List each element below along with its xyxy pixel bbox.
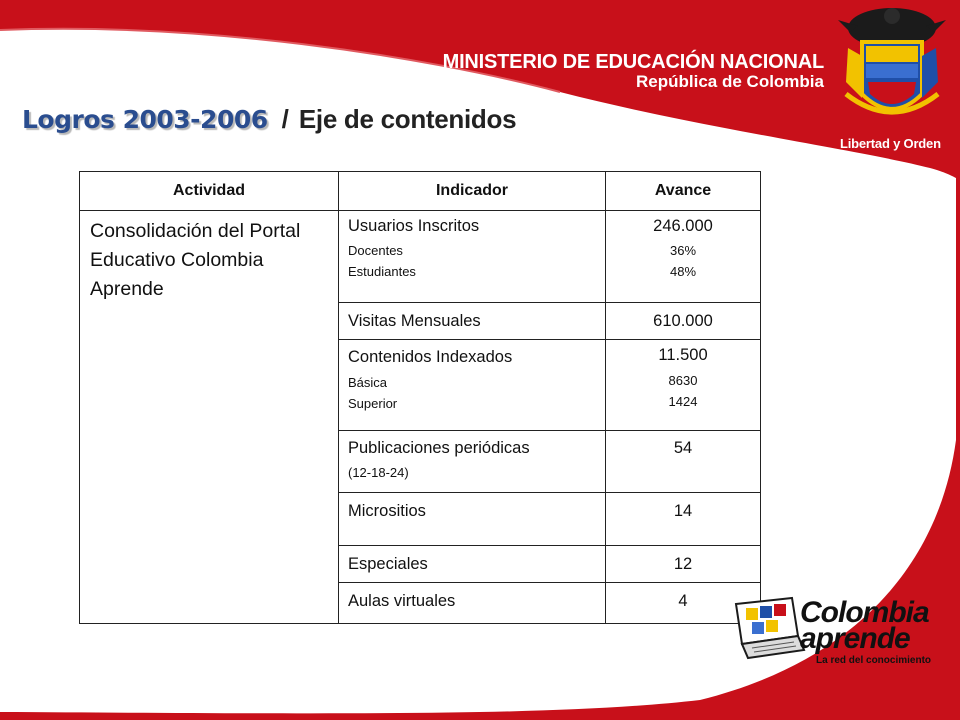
- ministry-header: [443, 52, 824, 91]
- indicator-label: Micrositios: [348, 502, 426, 520]
- title-main: Logros 2003-2006: [22, 105, 268, 134]
- indicator-cell: [339, 340, 606, 431]
- value-cell: [606, 340, 761, 431]
- indicator-sub-label: Superior: [348, 396, 398, 411]
- table-row: [80, 211, 761, 303]
- indicator-label: Visitas Mensuales: [348, 312, 481, 330]
- logo-wordmark: [800, 596, 929, 655]
- title-subtitle: Eje de contenidos: [298, 104, 517, 134]
- header-actividad: Actividad: [80, 172, 339, 211]
- header-avance: Avance: [606, 172, 761, 211]
- indicator-label: Contenidos Indexados: [348, 348, 513, 366]
- indicator-cell: [339, 431, 606, 493]
- value-sub: 48%: [669, 264, 697, 279]
- indicator-cell: [339, 583, 606, 624]
- header-indicador: Indicador: [339, 172, 606, 211]
- indicator-label: Publicaciones periódicas: [348, 439, 530, 457]
- achievements-table: [79, 171, 761, 624]
- motto-label: Libertad y Orden: [840, 136, 941, 151]
- page-title: [22, 104, 516, 135]
- coat-of-arms-icon: [828, 2, 956, 134]
- activity-cell: [80, 211, 339, 624]
- indicator-label: Usuarios Inscritos: [348, 217, 480, 235]
- value-main: 14: [673, 502, 693, 520]
- value-cell: [606, 211, 761, 303]
- value-main: 246.000: [653, 217, 713, 235]
- logo-word-line2: aprende: [800, 622, 910, 655]
- value-cell: [606, 303, 761, 340]
- indicator-cell: [339, 493, 606, 546]
- title-separator: /: [281, 104, 289, 134]
- value-main: 54: [673, 439, 693, 457]
- ministry-name: MINISTERIO DE EDUCACIÓN NACIONAL: [442, 51, 824, 73]
- logo-word-line1: Colombia: [800, 596, 929, 629]
- indicator-cell: [339, 211, 606, 303]
- value-sub: 36%: [669, 243, 697, 258]
- indicator-note: (12-18-24): [348, 465, 409, 480]
- indicator-label: Especiales: [348, 555, 428, 573]
- indicator-cell: [339, 546, 606, 583]
- indicator-sub-label: Docentes: [348, 243, 403, 258]
- value-sub: 1424: [668, 394, 698, 409]
- value-main: 4: [678, 592, 688, 610]
- table-header-row: [80, 172, 761, 211]
- value-main: 610.000: [653, 312, 713, 330]
- indicator-cell: [339, 303, 606, 340]
- value-main: 11.500: [658, 346, 708, 364]
- logo-tagline: La red del conocimiento: [816, 655, 932, 666]
- ministry-country: República de Colombia: [636, 72, 824, 91]
- value-cell: [606, 431, 761, 493]
- value-sub: 8630: [668, 373, 698, 388]
- value-cell: [606, 493, 761, 546]
- indicator-sub-label: Estudiantes: [348, 264, 416, 279]
- value-cell: [606, 546, 761, 583]
- indicator-sub-label: Básica: [348, 375, 388, 390]
- indicator-label: Aulas virtuales: [348, 592, 456, 610]
- value-main: 12: [673, 555, 693, 573]
- activity-text: Consolidación del Portal Educativo Colombia Aprende: [90, 220, 301, 300]
